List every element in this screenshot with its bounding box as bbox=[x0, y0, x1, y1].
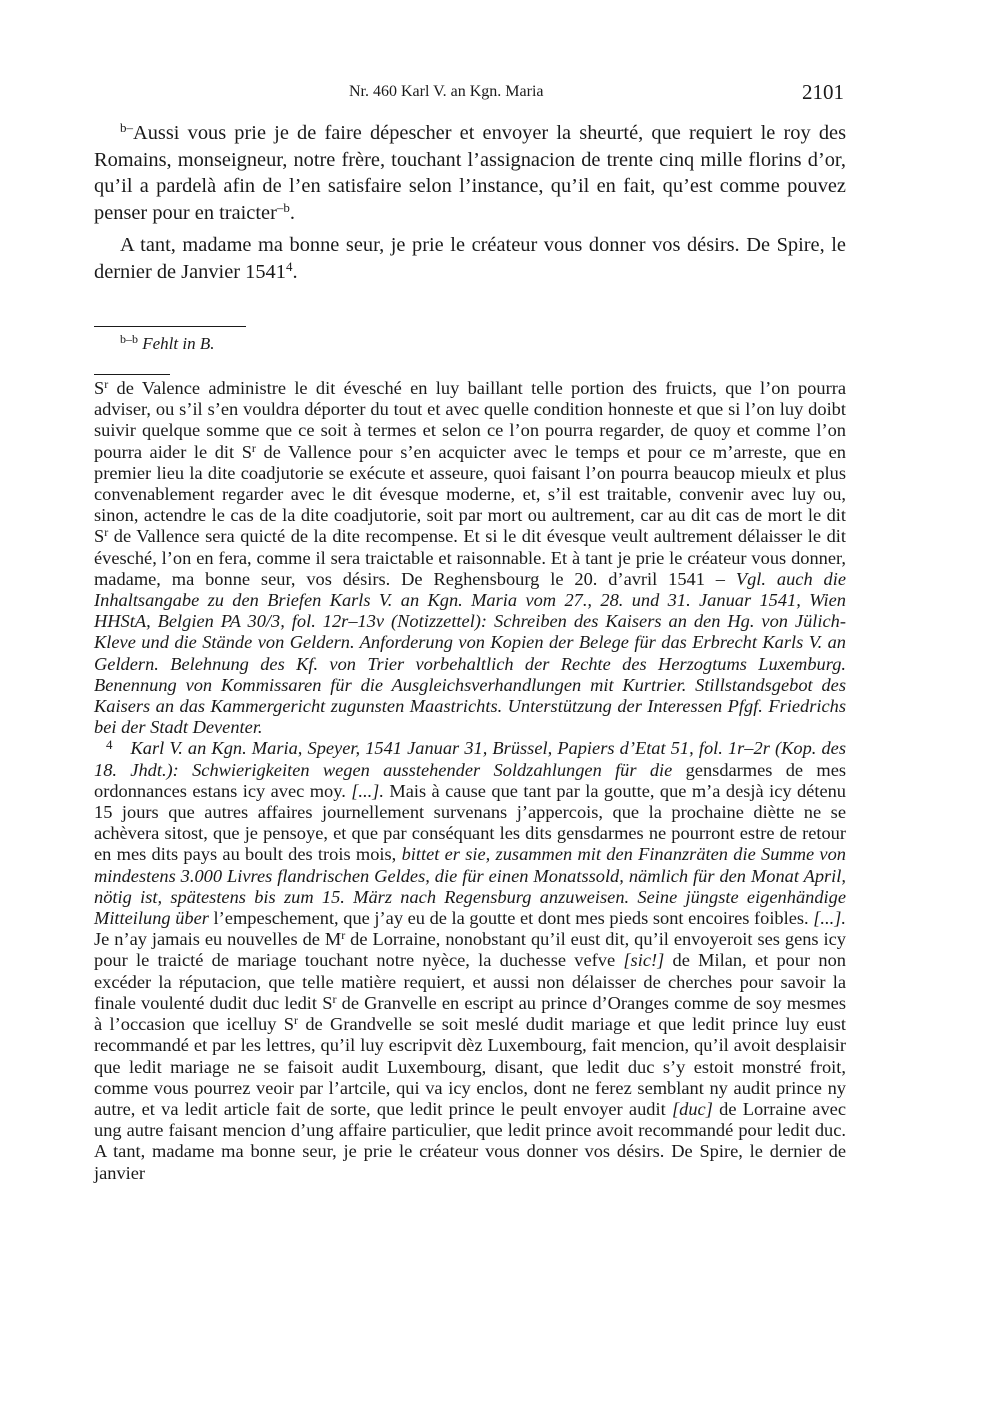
footnote-number: 4 bbox=[106, 737, 113, 753]
footnote-3-continuation bbox=[94, 378, 846, 738]
abbr-sr: S bbox=[241, 441, 252, 462]
page bbox=[94, 0, 846, 1418]
running-head bbox=[94, 80, 846, 106]
abbr-sr-sup: r bbox=[332, 991, 337, 1006]
paragraph-2-end: . bbox=[292, 260, 298, 283]
fn4-quote-5: de Lorraine, nonobstant qu’il eust dit, qu’il envoyeroit ses gens icy pour le traicté de mariage touchant notre nyèce, la duchesse vefve bbox=[94, 929, 846, 971]
paragraph-1-end: . bbox=[289, 201, 295, 224]
fn4-sic: [sic!] bbox=[623, 950, 665, 971]
paragraph-2-text: A tant, madame ma bonne seur, je prie le créateur vous donner vos désirs. De Spire, le dernier de Janvier 1541 bbox=[94, 234, 846, 283]
abbr-mr: M bbox=[324, 929, 342, 950]
fn3-text-3: de Vallence sera quicté de la dite recompense. Et si le dit évesque veult aultrement délaisser le dit évesché, l’on en fera, comme il sera traictable et raisonnable. Et à tant je prie le créateur vous donner, madame, ma bonne seur, vos désirs. De Reghensbourg le 20. d’avril 1541 – bbox=[94, 526, 846, 589]
abbr-sr-sup: r bbox=[104, 377, 109, 391]
footnotes bbox=[94, 378, 846, 1184]
page-number: 2101 bbox=[802, 80, 844, 104]
fn4-quote-3: l’empeschement, que j’ay eu de la goutte et dont mes pieds sont encoires foibles. bbox=[208, 908, 814, 929]
abbr-sr: S bbox=[322, 992, 333, 1013]
paragraph-1-text: Aussi vous prie je de faire dépescher et envoyer la sheurté, que requiert le roy des Romains, monseigneur, notre frère, touchant l’assignacion de trente cinq mille florins d’or, qu’il a pardelà afin de l’en satisfaire selon l’instance, qu’il en fait, qu’est comme pouvez penser pour en traicter bbox=[94, 122, 846, 224]
textual-mark-open: b– bbox=[120, 120, 133, 135]
fn3-editor-summary: Vgl. auch die Inhaltsangabe zu den Briefen Karls V. an Kgn. Maria vom 27., 28. und 31. Januar 1541, Wien HHStA, Belgien PA 30/3, fol. 12r–13v (Notizzettel): Schreiben des Kaisers an den Hg. von Jülich-Kleve und die Stände von Geldern. Anforderung von Kopien der Belege für das Erbrecht Karls V. an Geldern. Belehnung des Kf. von Trier vorbehaltlich der Rechte des Herzogtums Luxemburg. Benennung von Kommissaren für die Ausgleichsverhandlungen mit Kurtrier. Stillstandsgebot des Kaisers an das Kammergericht zugunsten Maastrichts. Unterstützung der Interessen Pfgf. Friedrichs bei der Stadt Deventer. bbox=[94, 568, 846, 738]
textual-note-text: Fehlt in B. bbox=[142, 334, 215, 353]
fn4-quote-4: Je n’ay jamais eu nouvelles de bbox=[94, 929, 325, 950]
fn4-duc: [duc] bbox=[671, 1098, 713, 1119]
textual-note bbox=[120, 333, 214, 355]
footnote-4 bbox=[94, 738, 846, 1183]
footnote-rule bbox=[94, 374, 170, 375]
fn4-quote-2: Mais à cause que tant par la goutte, que m’a desjà icy détenu 15 jours que autres affaires journellement survenans j’appercois, que la prochaine diètte ne se achèvera sitost, que je pensoye, et que par conséquant les dits gensdarmes ne pourront estre de retour en mes dits pays au boult des trois mois, bbox=[94, 780, 846, 865]
fn4-quote-1: gensdarmes de mes ordonnances estans icy avec moy. bbox=[94, 759, 847, 801]
textual-mark-close: –b bbox=[276, 199, 290, 215]
fn4-quote-8: de Grandvelle se soit meslé dudit mariage et que ledit prince luy eust recommandé et par les lettres, qu’il luy escripvit dèz Luxembourg, fait mencion, qu’il avoit desplaisir que ledit mariage ne se faisoit audit Luxembourg, disant, que ledit duc s’y estoit monstré froit, comme vous pourrez veoir par l’artcile, qui va icy enclos, dont ne ferez semblant ny audit prince ny autre, et va ledit article fait de sorte, que ledit prince le peult envoyer audit bbox=[94, 1014, 846, 1119]
abbr-mr-sup: r bbox=[341, 928, 346, 943]
fn4-italic-1: Karl V. an Kgn. Maria, Speyer, 1541 Januar 31, Brüssel, Papiers d’Etat 51, fol. 1r–2r (Kop. des 18. Jhdt.): Schwierigkeiten wegen ausstehender Soldzahlungen für die bbox=[94, 738, 846, 780]
footnote-ref-4: 4 bbox=[285, 258, 293, 274]
textual-note-lemma: b–b bbox=[120, 332, 138, 346]
abbr-sr: S bbox=[283, 1014, 294, 1035]
textual-note-rule bbox=[94, 326, 246, 327]
abbr-sr: S bbox=[94, 526, 105, 547]
running-title: Nr. 460 Karl V. an Kgn. Maria bbox=[349, 83, 544, 100]
fn4-quote-7: de Granvelle en escript au prince d’Oranges comme de soy mesmes à l’occasion que icelluy bbox=[94, 992, 846, 1035]
abbr-sr-sup: r bbox=[104, 525, 109, 540]
abbr-sr-sup: r bbox=[293, 1013, 298, 1028]
fn3-text-1: de Valence administre le dit évesché en luy baillant telle portion des fruicts, que l’on pourra adviser, ou s’il s’en vouldra déporter du tout et avec quelle condition honneste et que si l’on luy doibt suivir quelque somme que ce soit à termes et selon ce l’on pourra regarder, de quoy et comme l’on pourra aider le dit bbox=[94, 378, 846, 462]
fn4-ellipsis: [...]. bbox=[813, 908, 846, 929]
fn3-text-2: de Vallence pour s’en acquicter avec le temps et pour ce m’arreste, que en premier lieu la dite coadjutorie se exécute et asseure, quoi faisant l’on pourra beaucop mieulx et plus convenablement regarder avec le dit évesque moderne, et, s’il est traitable, convenir avec luy ou, sinon, actendre le cas de la dite coadjutorie, soit par mort ou aultrement, car au dit cas de mort le dit bbox=[94, 441, 846, 526]
main-text bbox=[94, 120, 846, 286]
fn4-ellipsis: [...]. bbox=[351, 780, 384, 801]
fn4-quote-6: de Milan, et pour non excéder la réputacion, que telle matière requiert, et aussi non délaisser de cherches pour savoir la finale voulenté dudit duc ledit bbox=[94, 950, 846, 1013]
abbr-sr-sup: r bbox=[251, 440, 256, 455]
main-paragraph-1 bbox=[94, 120, 846, 226]
fn4-italic-2: bittet er sie, zusammen mit den Finanzräten die Summe von mindestens 3.000 Livres flandrischen Geldes, die für einen Monatssold, nämlich für den Monat April, nötig ist, spätestens bis zum 15. März nach Regensburg anzuweisen. Seine jüngste eigenhändige Mitteilung über bbox=[94, 844, 846, 929]
abbr-sr: S bbox=[94, 378, 105, 398]
fn4-quote-9: de Lorraine avec ung autre faisant mencion d’ung affaire particulier, que ledit prince avoit recommandé pour ledit duc. A tant, madame ma bonne seur, je prie le créateur vous donner vos désirs. De Spire, le dernier de janvier bbox=[94, 1098, 846, 1183]
main-paragraph-2 bbox=[94, 232, 846, 285]
